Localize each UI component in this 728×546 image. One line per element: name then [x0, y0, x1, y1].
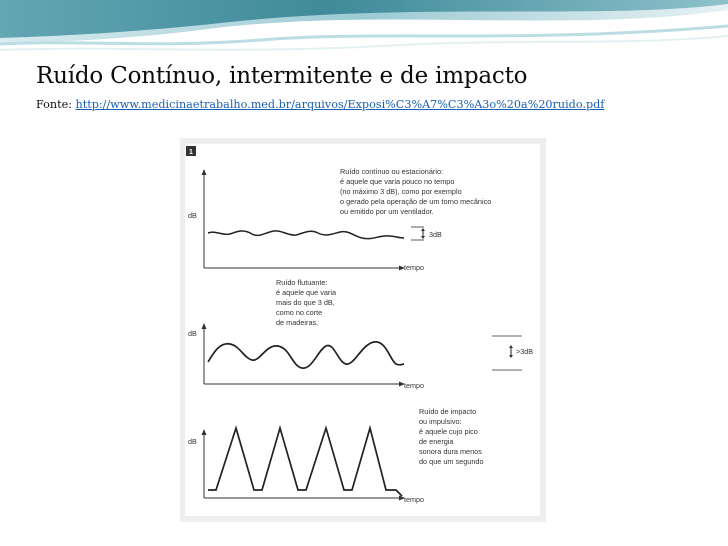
noise-diagram [180, 138, 546, 522]
amplitude-label: 3dB [429, 230, 442, 239]
continuous-waveform [208, 231, 404, 239]
x-axis-label: tempo [404, 495, 424, 504]
x-axis-label: tempo [404, 381, 424, 390]
description-line: o gerado pela operação de um torno mecânico [340, 197, 492, 206]
x-axis-label: tempo [404, 263, 424, 272]
description-line: ou emitido por um ventilador. [340, 207, 434, 216]
description-line: Ruído de impacto [419, 407, 477, 416]
fluctuating-noise-plot [188, 278, 533, 390]
continuous-noise-plot [188, 167, 491, 272]
description-line: Ruído flutuante: [276, 278, 328, 287]
description-line: (no máximo 3 dB), como por exemplo [340, 187, 462, 196]
amplitude-label: >3dB [516, 347, 533, 356]
description-line: é aquele que varia pouco no tempo [340, 177, 455, 186]
amplitude-arrow-down [509, 355, 513, 358]
fluctuating-waveform [208, 342, 404, 368]
description-line: ou impulsivo: [419, 417, 462, 426]
description-line: sonora dura menos [419, 447, 482, 456]
source-link[interactable]: http://www.medicinaetrabalho.med.br/arquivos/Exposi%C3%A7%C3%A3o%20a%20ruido.pdf [75, 98, 605, 111]
y-axis-label: dB [188, 329, 197, 338]
description-line: do que um segundo [419, 457, 484, 466]
header-wave-banner [0, 0, 728, 60]
description-line: Ruído contínuo ou estacionário: [340, 167, 444, 176]
y-axis-arrow [202, 169, 207, 175]
impact-waveform [208, 428, 402, 496]
noise-types-figure [180, 138, 546, 522]
description-line: é aquele cujo pico [419, 427, 478, 436]
slide-title: Ruído Contínuo, intermitente e de impacto [36, 63, 528, 89]
description-line: de energia [419, 437, 454, 446]
description-line: mais do que 3 dB, [276, 298, 335, 307]
amplitude-arrow-down [421, 236, 425, 239]
source-citation [36, 98, 604, 111]
y-axis-arrow [202, 323, 207, 329]
impact-noise-plot [188, 407, 484, 504]
description-line: de madeiras. [276, 318, 319, 327]
y-axis-label: dB [188, 437, 197, 446]
description-line: como no corte [276, 308, 323, 317]
y-axis-arrow [202, 429, 207, 435]
figure-number: 1 [189, 149, 193, 156]
y-axis-label: dB [188, 211, 197, 220]
source-label: Fonte: [36, 98, 76, 111]
description-line: é aquele que varia [276, 288, 337, 297]
amplitude-arrow-up [421, 228, 425, 231]
amplitude-arrow-up [509, 345, 513, 348]
